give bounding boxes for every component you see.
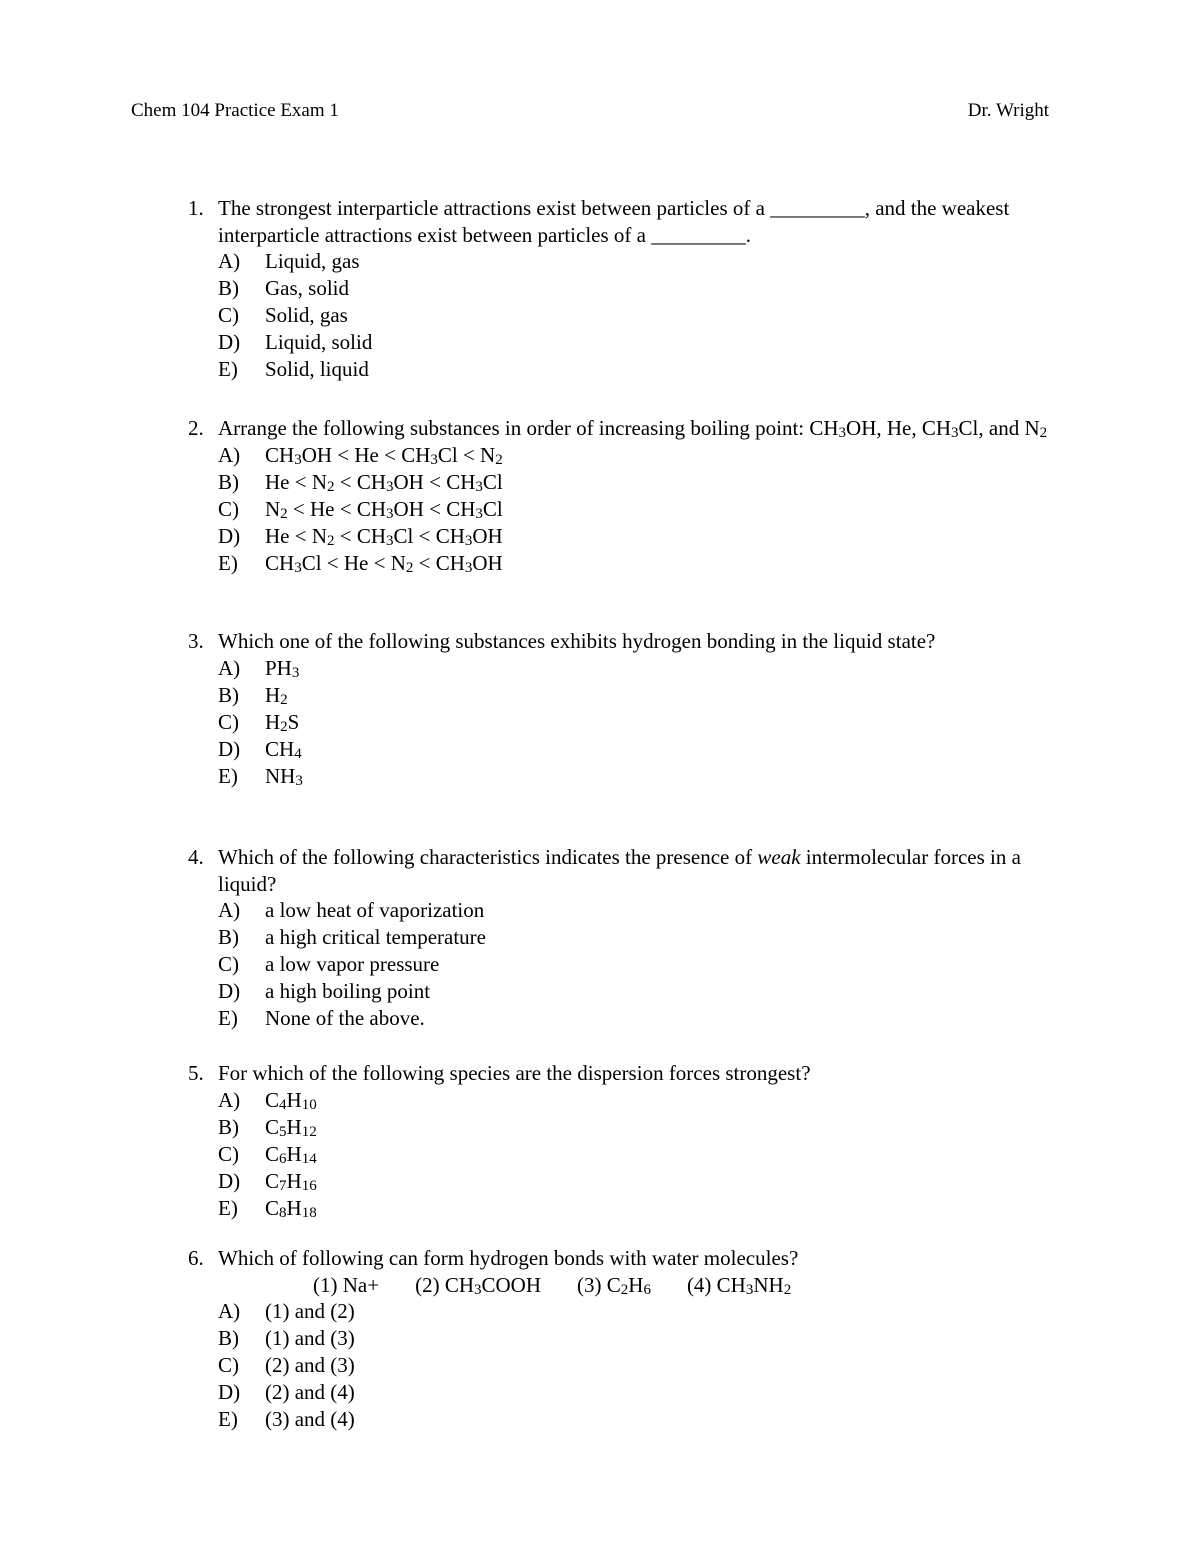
option-text: $CH_4$ [265, 736, 302, 762]
option-letter: D) [218, 736, 241, 761]
option-letter: C) [218, 709, 239, 734]
option-b [188, 682, 1048, 709]
question-stem: For which of the following species are the dispersion forces strongest? [218, 1061, 811, 1085]
option-b [188, 924, 1048, 951]
option-letter: E) [218, 1195, 238, 1220]
option-d [188, 736, 1048, 763]
option-letter: E) [218, 1407, 238, 1431]
question-4 [188, 844, 1048, 1032]
answer-options [188, 897, 1048, 1032]
option-text: (1) and (2) [265, 1299, 355, 1323]
option-text: $CH_3Cl < He < N_2 < CH_3OH$ [265, 550, 503, 576]
option-letter: C) [218, 496, 239, 521]
question-stem: Which of following can form hydrogen bonds with water molecules? [218, 1246, 799, 1270]
question-number: 5. [188, 1061, 204, 1085]
option-a [188, 1087, 1048, 1114]
option-e [188, 550, 1048, 577]
option-text: a high boiling point [265, 979, 431, 1003]
option-letter: A) [218, 249, 241, 273]
answer-options [188, 655, 1048, 790]
option-text: None of the above. [265, 1006, 425, 1030]
option-letter: D) [218, 979, 241, 1003]
question-number: 4. [188, 845, 204, 869]
option-e [188, 1005, 1048, 1032]
species-3: (3) $C_2H_6$ [577, 1272, 651, 1298]
option-c [188, 1352, 1048, 1379]
option-letter: A) [218, 442, 241, 467]
option-b [188, 275, 1048, 302]
option-text: $PH_3$ [265, 655, 300, 681]
question-stem: Which one of the following substances exhibits hydrogen bonding in the liquid state? [218, 629, 936, 653]
option-letter: E) [218, 763, 238, 788]
question-1 [188, 195, 1048, 383]
option-text: $H_2S$ [265, 709, 300, 735]
option-text: a high critical temperature [265, 925, 486, 949]
option-letter: C) [218, 1141, 239, 1166]
option-text: a low heat of vaporization [265, 898, 485, 922]
option-letter: B) [218, 469, 239, 494]
question-number: 1. [188, 196, 204, 220]
question-number: 2. [188, 416, 204, 440]
answer-options [188, 1298, 1048, 1433]
option-letter: E) [218, 357, 238, 381]
option-letter: D) [218, 330, 241, 354]
option-letter: B) [218, 1114, 239, 1139]
option-c [188, 1141, 1048, 1168]
option-d [188, 978, 1048, 1005]
option-c [188, 709, 1048, 736]
option-d [188, 1379, 1048, 1406]
option-text: $C_7H_{16}$ [265, 1168, 317, 1194]
option-letter: A) [218, 1299, 241, 1323]
option-text: (2) and (3) [265, 1353, 355, 1377]
answer-options [188, 1087, 1048, 1222]
option-letter: B) [218, 925, 239, 949]
option-text: Solid, liquid [265, 357, 369, 381]
option-b [188, 1114, 1048, 1141]
answer-options [188, 442, 1048, 577]
option-text: Solid, gas [265, 303, 348, 327]
option-text: $C_8H_{18}$ [265, 1195, 317, 1221]
option-c [188, 302, 1048, 329]
option-letter: D) [218, 1168, 241, 1193]
option-e [188, 763, 1048, 790]
option-b [188, 469, 1048, 496]
option-e [188, 1195, 1048, 1222]
question-5 [188, 1060, 1048, 1222]
option-letter: B) [218, 1326, 239, 1350]
option-text: Gas, solid [265, 276, 349, 300]
option-text: a low vapor pressure [265, 952, 440, 976]
option-letter: A) [218, 898, 241, 922]
option-text: $C_5H_{12}$ [265, 1114, 317, 1140]
option-text: $H_2$ [265, 682, 288, 708]
option-text: $N_2 < He < CH_3OH < CH_3Cl$ [265, 496, 503, 522]
option-text: (3) and (4) [265, 1407, 355, 1431]
option-letter: C) [218, 303, 239, 327]
option-letter: A) [218, 1087, 241, 1112]
option-d [188, 329, 1048, 356]
option-a [188, 442, 1048, 469]
option-letter: E) [218, 1006, 238, 1030]
question-stem: Arrange the following substances in order of increasing boiling point: $CH_3OH$, He, $CH_3Cl$, and $N_2$ [218, 416, 1048, 441]
species-2: (2) $CH_3COOH$ [415, 1272, 542, 1298]
option-letter: C) [218, 952, 239, 976]
option-letter: D) [218, 1380, 241, 1404]
question-6 [188, 1245, 1048, 1433]
option-a [188, 248, 1048, 275]
option-letter: C) [218, 1353, 239, 1377]
option-text: (2) and (4) [265, 1380, 355, 1404]
option-letter: E) [218, 550, 238, 575]
option-letter: B) [218, 276, 239, 300]
instructor-name: Dr. Wright [967, 100, 1049, 121]
option-text: $He < N_2 < CH_3Cl < CH_3OH$ [265, 523, 503, 549]
option-text: Liquid, gas [265, 249, 360, 273]
page-header [131, 100, 1049, 128]
question-stem: The strongest interparticle attractions exist between particles of a _________, and the weakest interparticle attractions exist between particles of a _________. [218, 196, 1010, 247]
option-e [188, 1406, 1048, 1433]
species-list [188, 1272, 1048, 1299]
option-letter: A) [218, 655, 241, 680]
option-text: Liquid, solid [265, 330, 373, 354]
option-text: $NH_3$ [265, 763, 303, 789]
option-a [188, 1298, 1048, 1325]
option-letter: D) [218, 523, 241, 548]
question-2 [188, 415, 1048, 577]
option-c [188, 951, 1048, 978]
species-4: (4) $CH_3NH_2$ [686, 1272, 792, 1298]
option-a [188, 897, 1048, 924]
option-text: $CH_3OH < He < CH_3Cl < N_2$ [265, 442, 503, 468]
exam-title: Chem 104 Practice Exam 1 [131, 100, 339, 121]
option-text: $He < N_2 < CH_3OH < CH_3Cl$ [265, 469, 503, 495]
option-c [188, 496, 1048, 523]
option-text: (1) and (3) [265, 1326, 355, 1350]
question-number: 3. [188, 629, 204, 653]
option-text: $C_6H_{14}$ [265, 1141, 317, 1167]
answer-options [188, 248, 1048, 383]
species-1: (1) Na+ [313, 1272, 380, 1297]
option-a [188, 655, 1048, 682]
option-b [188, 1325, 1048, 1352]
option-d [188, 523, 1048, 550]
option-d [188, 1168, 1048, 1195]
question-number: 6. [188, 1246, 204, 1270]
option-letter: B) [218, 682, 239, 707]
question-stem: Which of the following characteristics indicates the presence of weak intermolecular forces in a liquid? [218, 845, 1021, 896]
option-text: $C_4H_{10}$ [265, 1087, 317, 1113]
option-e [188, 356, 1048, 383]
question-3 [188, 628, 1048, 790]
